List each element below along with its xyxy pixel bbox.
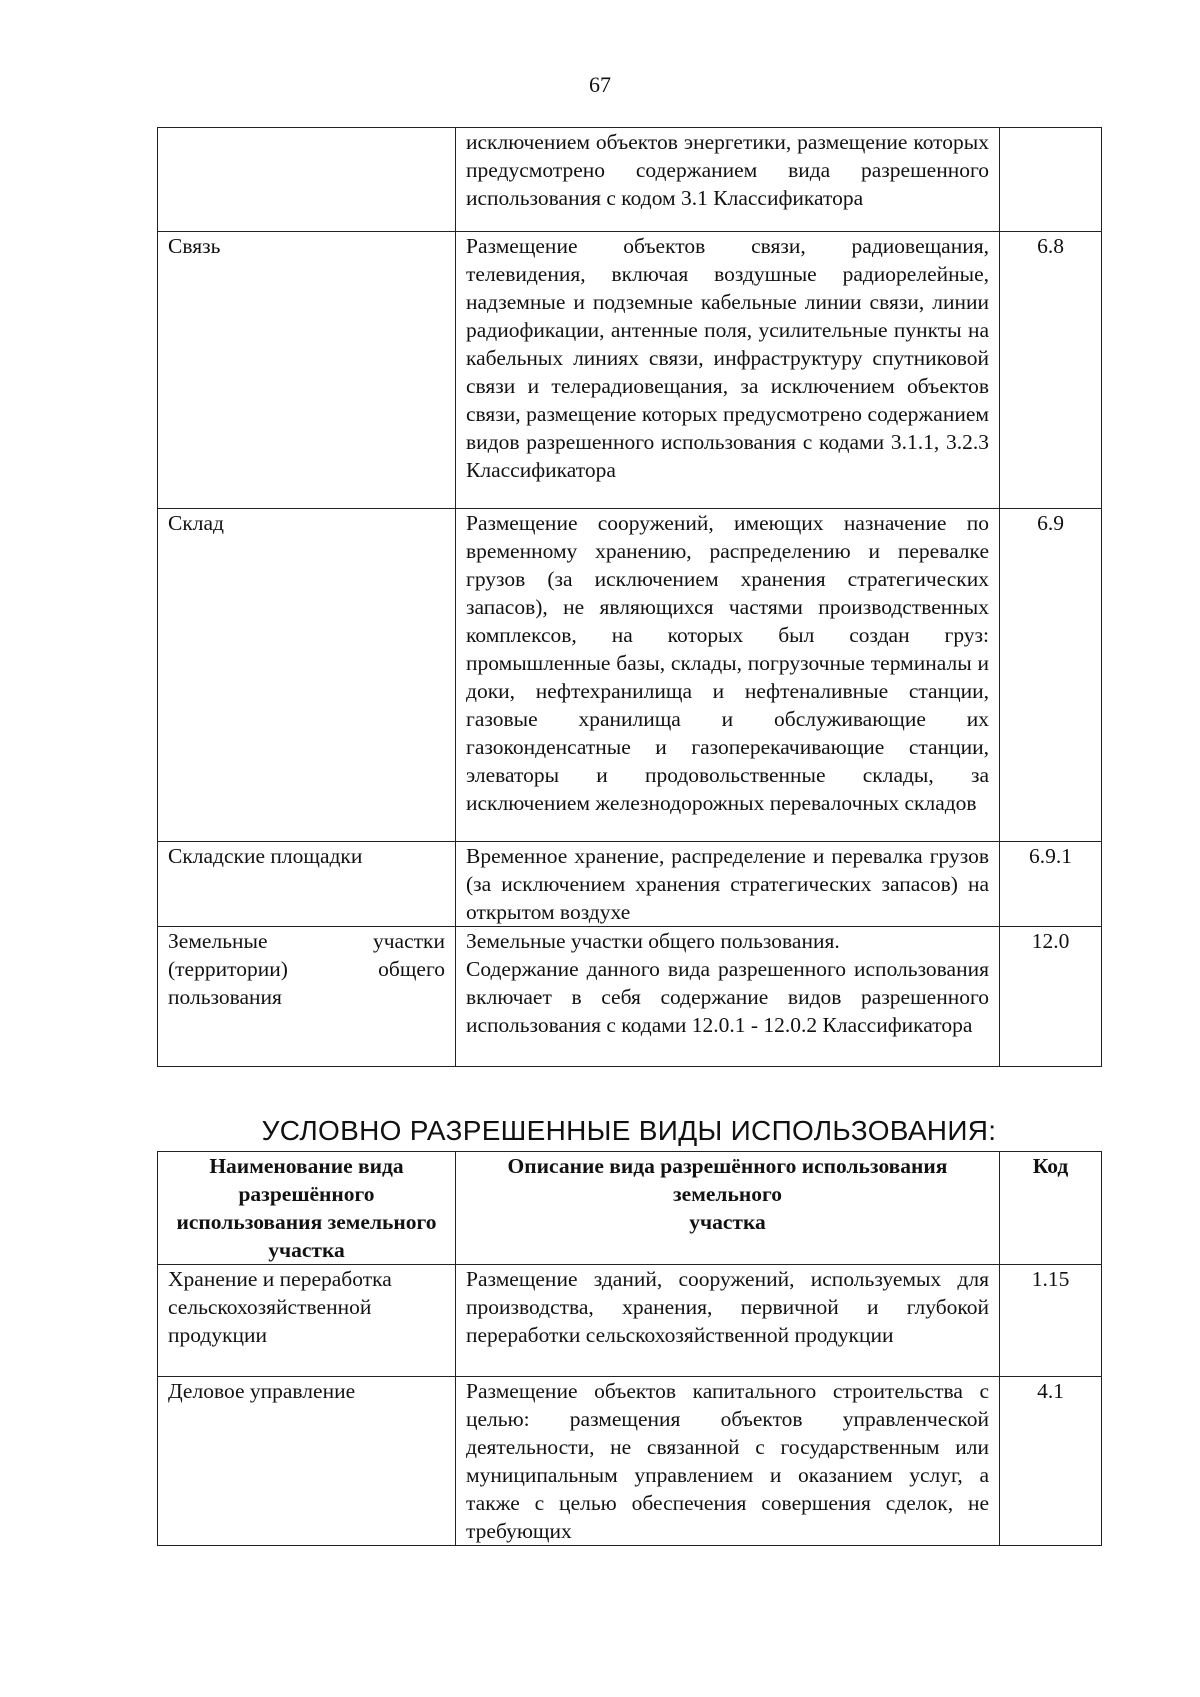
header-code: Код — [1000, 1152, 1102, 1265]
use-code-cell: 6.9.1 — [1000, 842, 1102, 927]
use-name-cell: Складские площадки — [158, 842, 456, 927]
use-code-cell: 4.1 — [1000, 1377, 1102, 1546]
table-row — [158, 1377, 1102, 1546]
use-description-cell: Размещение зданий, сооружений, используемых для производства, хранения, первичной и глубокой переработки сельскохозяйственной продукции — [456, 1265, 1000, 1377]
table-row — [158, 128, 1102, 232]
use-name-cell: Связь — [158, 232, 456, 509]
page-number: 67 — [589, 72, 611, 97]
use-description-cell: Земельные участки общего пользования. Содержание данного вида разрешенного использования включает в себя содержание видов разрешенного использования с кодами 12.0.1 - 12.0.2 Классификатора — [456, 927, 1000, 1067]
use-code-cell — [1000, 128, 1102, 232]
use-description-cell: Размещение сооружений, имеющих назначение по временному хранению, распределению и перевалке грузов (за исключением хранения стратегических запасов), не являющихся частями производственных комплексов, на которых был создан груз: промышленные базы, склады, погрузочные терминалы и доки, нефтехранилища и нефтеналивные станции, газовые хранилища и обслуживающие их газоконденсатные и газоперекачивающие станции, элеваторы и продовольственные склады, за исключением железнодорожных перевалочных складов — [456, 509, 1000, 842]
use-code-cell: 6.8 — [1000, 232, 1102, 509]
use-description-cell: Размещение объектов капитального строительства с целью: размещения объектов управленческой деятельности, не связанной с государственным или муниципальным управлением и оказанием услуг, а также с целью обеспечения совершения сделок, не требующих — [456, 1377, 1000, 1546]
header-description: Описание вида разрешённого использования земельного участка — [456, 1152, 1000, 1265]
permitted-uses-table — [157, 127, 1102, 1067]
use-code-cell: 6.9 — [1000, 509, 1102, 842]
use-description-cell: исключением объектов энергетики, размещение которых предусмотрено содержанием вида разрешенного использования с кодом 3.1 Классификатора — [456, 128, 1000, 232]
table-row — [158, 232, 1102, 509]
table-row — [158, 842, 1102, 927]
section-title: УСЛОВНО РАЗРЕШЕННЫЕ ВИДЫ ИСПОЛЬЗОВАНИЯ: — [261, 1115, 997, 1146]
header-name: Наименование вида разрешённого использования земельного участка — [158, 1152, 456, 1265]
table-row — [158, 927, 1102, 1067]
use-name-cell — [158, 128, 456, 232]
use-name-cell: Склад — [158, 509, 456, 842]
use-name-cell: Хранение и переработка сельскохозяйственной продукции — [158, 1265, 456, 1377]
use-name-cell: Земельные участки (территории) общего пользования — [158, 927, 456, 1067]
use-description-cell: Временное хранение, распределение и перевалка грузов (за исключением хранения стратегических запасов) на открытом воздухе — [456, 842, 1000, 927]
conditionally-permitted-uses-table — [157, 1151, 1102, 1546]
table-row — [158, 1265, 1102, 1377]
use-code-cell: 12.0 — [1000, 927, 1102, 1067]
table-header-row — [158, 1152, 1102, 1265]
use-name-cell: Деловое управление — [158, 1377, 456, 1546]
table-row — [158, 509, 1102, 842]
use-description-cell: Размещение объектов связи, радиовещания, телевидения, включая воздушные радиорелейные, надземные и подземные кабельные линии связи, линии радиофикации, антенные поля, усилительные пункты на кабельных линиях связи, инфраструктуру спутниковой связи и телерадиовещания, за исключением объектов связи, размещение которых предусмотрено содержанием видов разрешенного использования с кодами 3.1.1, 3.2.3 Классификатора — [456, 232, 1000, 509]
use-code-cell: 1.15 — [1000, 1265, 1102, 1377]
